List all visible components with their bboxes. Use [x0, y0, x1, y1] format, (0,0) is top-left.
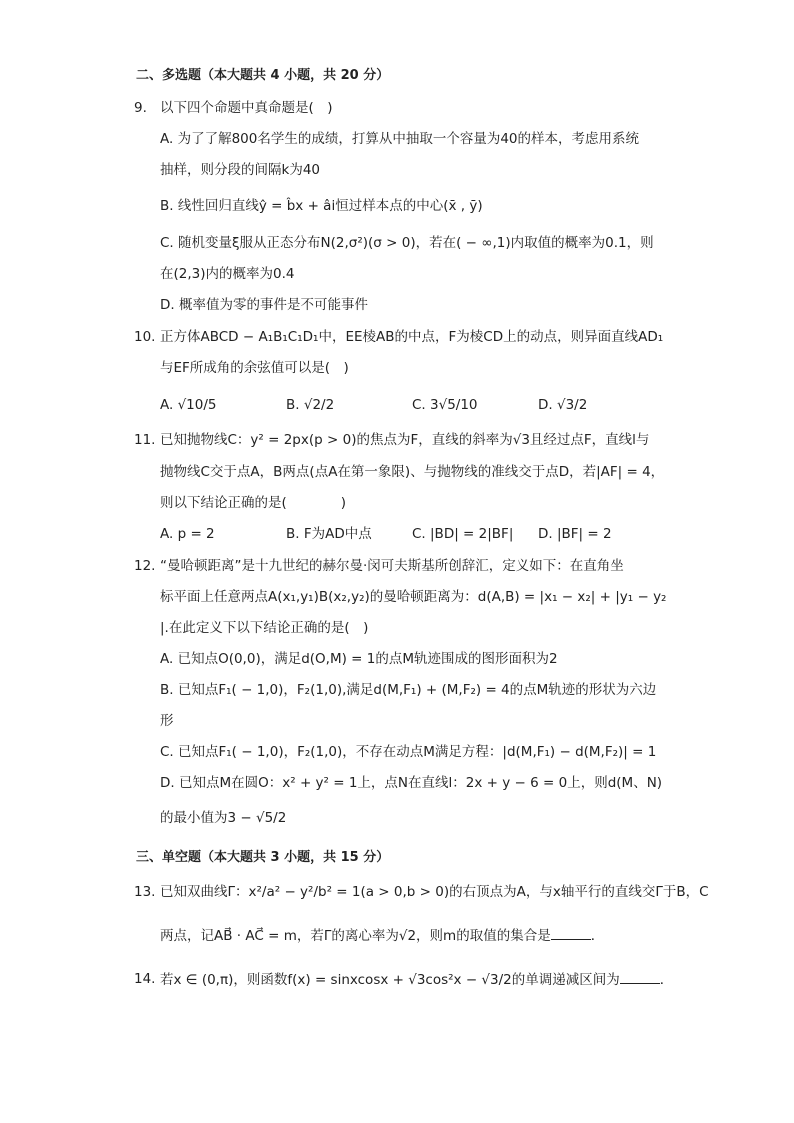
- question-11-stem-line3: 则以下结论正确的是( ): [160, 495, 347, 511]
- question-12-option-a: A. 已知点O(0,0)，满足d(O,M) = 1的点M轨迹围成的图形面积为2: [160, 651, 558, 667]
- question-9-option-b: B. 线性回归直线ŷ = b̂x + âi恒过样本点的中心(x̄ , ȳ): [160, 198, 483, 214]
- question-9-option-c-line2: 在(2,3)内的概率为0.4: [160, 266, 295, 282]
- question-12-option-d-line1: D. 已知点M在圆O：x² + y² = 1上，点N在直线l：2x + y − 6 = 0上，则d(M、N): [160, 775, 663, 791]
- answer-blank: [620, 969, 660, 984]
- question-12-option-b-line1: B. 已知点F₁( − 1,0)，F₂(1,0),满足d(M,F₁) + (M,F₂) = 4的点M轨迹的形状为六边: [160, 682, 657, 698]
- question-9-option-a-line2: 抽样，则分段的间隔k为40: [160, 162, 320, 178]
- question-13-stem-line1: 已知双曲线Γ：x²/a² − y²/b² = 1(a > 0,b > 0)的右顶点为A，与x轴平行的直线交Γ于B，C: [160, 884, 709, 900]
- question-13-number: 13.: [134, 884, 156, 900]
- question-12-stem-line2: 标平面上任意两点A(x₁,y₁)B(x₂,y₂)的曼哈顿距离为：d(A,B) = |x₁ − x₂| + |y₁ − y₂: [160, 589, 667, 605]
- question-12-option-b-line2: 形: [160, 713, 174, 729]
- question-9-option-c-line1: C. 随机变量ξ服从正态分布N(2,σ²)(σ > 0)，若在( − ∞,1)内取值的概率为0.1，则: [160, 235, 654, 251]
- question-10-option-d: D. √3/2: [538, 397, 588, 413]
- question-14-stem: [160, 969, 673, 990]
- question-13-stem-line2-text: 两点，记AB⃗ · AC⃗ = m，若Γ的离心率为√2，则m的取值的集合是: [160, 928, 551, 944]
- question-13-stem-line2-end: ．: [590, 928, 605, 944]
- question-14-stem-end: ．: [659, 972, 674, 988]
- question-9-stem: 以下四个命题中真命题是( ): [160, 100, 333, 116]
- section-heading-fill-blank: 三、单空题（本大题共 3 小题，共 15 分）: [136, 850, 390, 865]
- question-11-stem-line1: 已知抛物线C：y² = 2px(p > 0)的焦点为F，直线的斜率为√3且经过点F，直线l与: [160, 432, 650, 448]
- question-12-stem-line1: “曼哈顿距离”是十九世纪的赫尔曼·闵可夫斯基所创辞汇，定义如下：在直角坐: [160, 558, 624, 574]
- section-heading-multiple-choice: 二、多选题（本大题共 4 小题，共 20 分）: [136, 68, 390, 83]
- question-10-option-c: C. 3√5/10: [412, 397, 478, 413]
- question-9-option-a-line1: A. 为了了解800名学生的成绩，打算从中抽取一个容量为40的样本，考虑用系统: [160, 131, 640, 147]
- question-11-option-d: D. |BF| = 2: [538, 526, 612, 542]
- question-10-stem-line2: 与EF所成角的余弦值可以是( ): [160, 360, 349, 376]
- question-11-option-c: C. |BD| = 2|BF|: [412, 526, 514, 542]
- question-10-number: 10.: [134, 329, 156, 345]
- question-11-stem-line2: 抛物线C交于点A，B两点(点A在第一象限)、与抛物线的准线交于点D，若|AF| = 4，: [160, 464, 665, 480]
- question-11-option-b: B. F为AD中点: [286, 526, 372, 542]
- question-9-option-d: D. 概率值为零的事件是不可能事件: [160, 297, 368, 313]
- question-12-stem-line3: |.在此定义下以下结论正确的是( ): [160, 620, 369, 636]
- question-9-number: 9.: [134, 100, 147, 116]
- question-14-stem-text: 若x ∈ (0,π)，则函数f(x) = sinxcosx + √3cos²x − √3/2的单调递减区间为: [160, 972, 620, 988]
- answer-blank: [551, 925, 591, 940]
- question-12-option-c: C. 已知点F₁( − 1,0)，F₂(1,0)，不存在动点M满足方程：|d(M,F₁) − d(M,F₂)| = 1: [160, 744, 657, 760]
- question-12-option-d-line2: 的最小值为3 − √5/2: [160, 810, 287, 826]
- question-12-number: 12.: [134, 558, 156, 574]
- question-10-option-a: A. √10/5: [160, 397, 217, 413]
- question-11-number: 11.: [134, 432, 156, 448]
- question-11-option-a: A. p = 2: [160, 526, 215, 542]
- question-10-stem-line1: 正方体ABCD − A₁B₁C₁D₁中，EE棱AB的中点，F为棱CD上的动点，则异面直线AD₁: [160, 329, 664, 345]
- question-10-option-b: B. √2/2: [286, 397, 335, 413]
- question-14-number: 14.: [134, 971, 156, 987]
- question-13-stem-line2: [160, 925, 604, 946]
